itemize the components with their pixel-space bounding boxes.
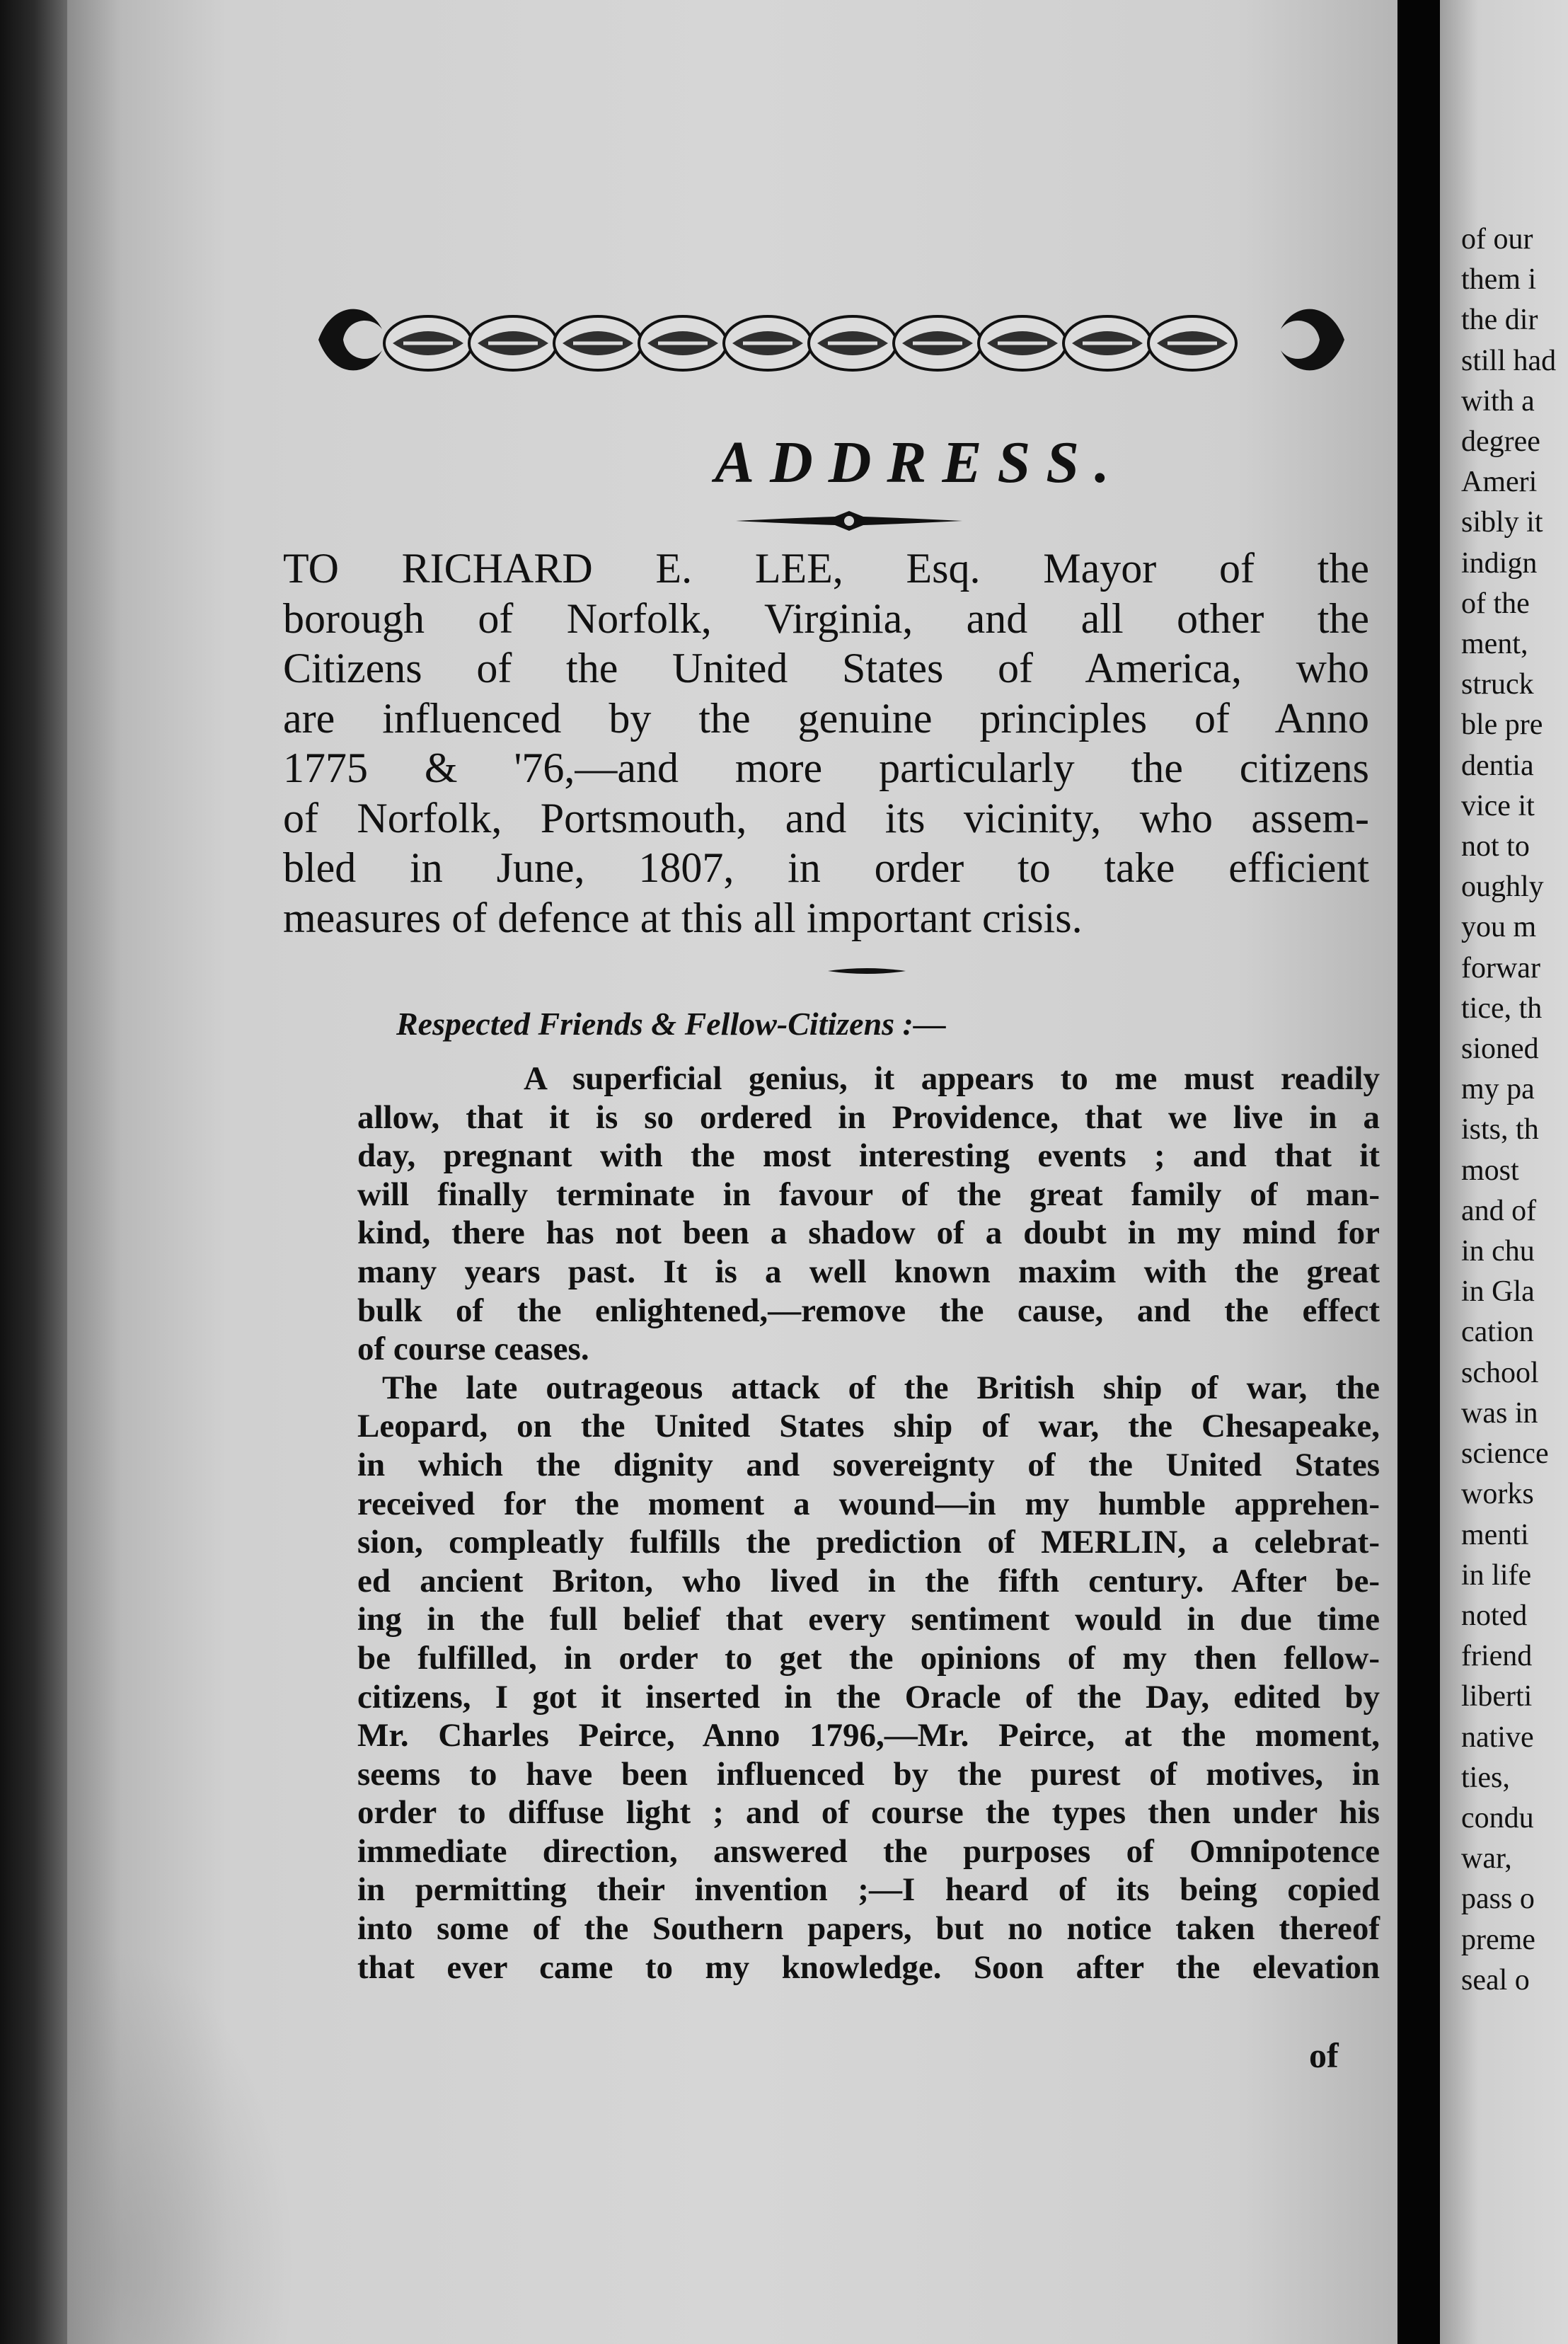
facing-line: not to (1461, 830, 1530, 863)
ornamental-rule-icon (736, 508, 962, 534)
body-line: seems to have been influenced by the purest of motives, in (357, 1755, 1380, 1793)
page-title: ADDRESS. (715, 430, 1125, 495)
body-line: that ever came to my knowledge. Soon after the elevation (357, 1948, 1380, 1986)
address-block (283, 544, 1369, 943)
body-line: many years past. It is a well known maxim with the great (357, 1253, 1380, 1290)
body-line: A superficial genius, it appears to me must readily (524, 1060, 1380, 1097)
body-line: in permitting their invention ;—I heard of its being copied (357, 1871, 1380, 1909)
facing-line: ble pre (1461, 708, 1543, 742)
facing-line: and of (1461, 1194, 1537, 1227)
facing-line: with a (1461, 384, 1535, 418)
facing-line: sioned (1461, 1033, 1539, 1066)
body-line: order to diffuse light ; and of course the types then under his (357, 1794, 1380, 1832)
facing-line: pass o (1461, 1883, 1535, 1916)
facing-line: still had (1461, 344, 1557, 377)
body-text (357, 1059, 1380, 1987)
facing-line: menti (1461, 1518, 1529, 1551)
facing-line: the dir (1461, 304, 1538, 337)
address-line: borough of Norfolk, Virginia, and all other the (283, 594, 1369, 642)
body-line: day, pregnant with the most interesting events ; and that it (357, 1137, 1380, 1175)
facing-line: works (1461, 1478, 1534, 1511)
address-line: 1775 & '76,—and more particularly the citizens (283, 745, 1369, 791)
facing-line: ties, (1461, 1761, 1510, 1794)
facing-line: preme (1461, 1923, 1535, 1956)
section-rule-icon (828, 964, 906, 978)
facing-line: struck (1461, 668, 1534, 701)
body-line: be fulfilled, in order to get the opinions of my then fellow- (357, 1639, 1380, 1677)
body-line: The late outrageous attack of the British ship of war, the (382, 1369, 1380, 1406)
body-line: into some of the Southern papers, but no notice taken thereof (357, 1910, 1380, 1948)
address-line: TO RICHARD E. LEE, Esq. Mayor of the (283, 545, 1369, 592)
facing-line: in life (1461, 1558, 1532, 1592)
facing-line: oughly (1461, 871, 1544, 904)
facing-line: sibly it (1461, 506, 1543, 539)
body-line: immediate direction, answered the purposes of Omnipotence (357, 1832, 1380, 1870)
facing-line: vice it (1461, 789, 1535, 822)
facing-page-fragment (1440, 0, 1568, 2344)
body-line: sion, compleatly fulfills the prediction of MERLIN, a celebrat- (357, 1524, 1380, 1561)
salutation: Respected Friends & Fellow-Citizens :— (396, 1006, 946, 1042)
catchword: of (1309, 2035, 1339, 2075)
facing-line: liberti (1461, 1680, 1533, 1713)
body-line: bulk of the enlightened,—remove the cause, and the effect (357, 1292, 1380, 1329)
facing-line: of the (1461, 587, 1530, 620)
facing-line: forwar (1461, 951, 1540, 984)
facing-line: friend (1461, 1640, 1533, 1673)
facing-line: my pa (1461, 1073, 1535, 1106)
body-line: Mr. Charles Peirce, Anno 1796,—Mr. Peirce, at the moment, (357, 1717, 1380, 1754)
facing-line: cation (1461, 1316, 1534, 1349)
address-line: of Norfolk, Portsmouth, and its vicinity, who assem- (283, 794, 1369, 841)
facing-line: school (1461, 1356, 1539, 1389)
facing-line: degree (1461, 425, 1540, 459)
body-line: ing in the full belief that every sentiment would in due time (357, 1601, 1380, 1638)
facing-line: noted (1461, 1599, 1528, 1632)
facing-line: of our (1461, 223, 1533, 255)
address-line: are influenced by the genuine principles of Anno (283, 694, 1369, 742)
body-line: ed ancient Briton, who lived in the fifth century. After be- (357, 1562, 1380, 1599)
facing-line: you m (1461, 911, 1537, 944)
body-line: kind, there has not been a shadow of a doubt in my mind for (357, 1214, 1380, 1252)
facing-line: them i (1461, 263, 1537, 297)
ornament-border-icon (304, 287, 1359, 393)
page-stain (67, 1948, 294, 2344)
address-line: Citizens of the United States of America, who (283, 645, 1369, 691)
body-line: will finally terminate in favour of the great family of man- (357, 1176, 1380, 1213)
facing-line: Ameri (1461, 466, 1538, 499)
facing-line: ment, (1461, 628, 1528, 661)
body-line: in which the dignity and sovereignty of the United States (357, 1446, 1380, 1483)
facing-line: condu (1461, 1801, 1534, 1834)
facing-line: war, (1461, 1842, 1512, 1875)
address-line: measures of defence at this all important crisis. (283, 894, 1083, 941)
facing-line: was in (1461, 1396, 1538, 1430)
body-line: Leopard, on the United States ship of war, the Chesapeake, (357, 1408, 1380, 1445)
facing-line: indign (1461, 546, 1538, 580)
facing-line: most (1461, 1154, 1519, 1187)
body-line: citizens, I got it inserted in the Oracle of the Day, edited by (357, 1678, 1380, 1716)
facing-line: science (1461, 1437, 1549, 1471)
page-gutter (1397, 0, 1440, 2344)
facing-line: native (1461, 1720, 1534, 1754)
facing-page-text (1461, 219, 1556, 2001)
facing-line: dentia (1461, 749, 1534, 782)
facing-line: tice, th (1461, 992, 1543, 1025)
facing-line: in chu (1461, 1235, 1535, 1268)
body-line: allow, that it is so ordered in Providence, that we live in a (357, 1098, 1380, 1136)
body-line: of course ceases. (357, 1331, 589, 1368)
address-line: bled in June, 1807, in order to take efficient (283, 844, 1369, 891)
facing-line: in Gla (1461, 1275, 1535, 1309)
body-line: received for the moment a wound—in my humble apprehen- (357, 1485, 1380, 1522)
facing-line: ists, th (1461, 1113, 1539, 1147)
facing-line: seal o (1461, 1963, 1530, 1997)
